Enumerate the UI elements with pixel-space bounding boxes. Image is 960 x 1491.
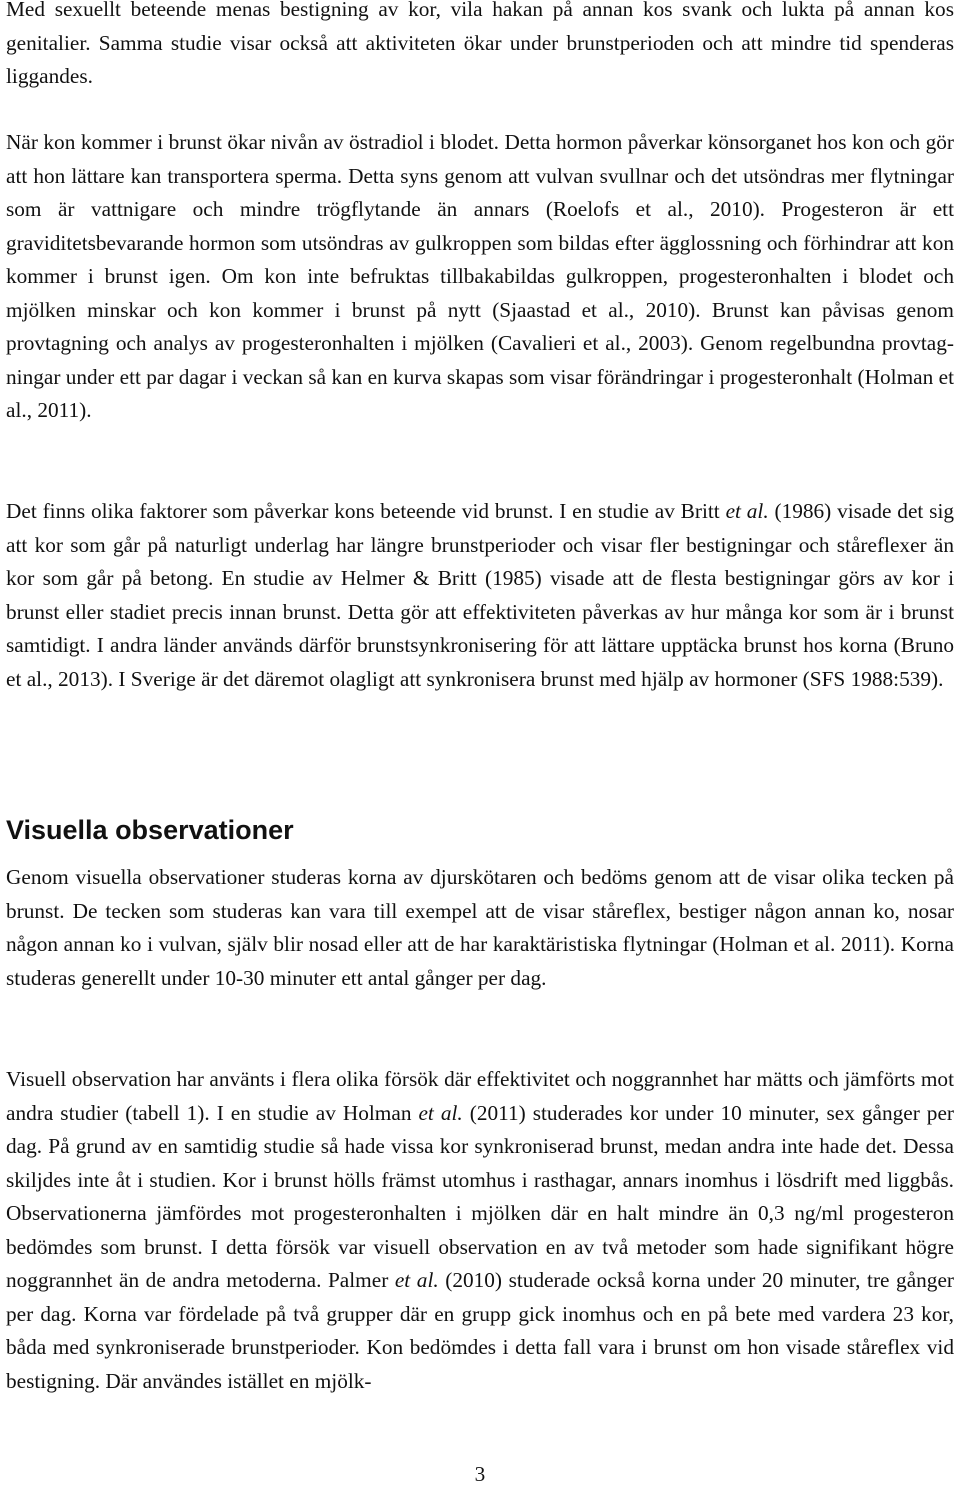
paragraph-text: (2011) studerades kor under 10 minuter, sex gånger per dag. På grund av en samtidig studie så hade vissa kor synkroniserad brunst, medan andra inte hade det. Dessa skiljdes inte åt i studien. Kor i brunst hölls främst utomhus i rasthagar, annars inomhus i lösdrift med liggbås. Observationerna jämfördes mot progesteronhalten i mjölken där en halt mindre än 0,3 ng/ml progesteron bedömdes som brunst. I detta försök var visuell observation en av två metoder som hade signifikant högre noggrannhet än de andra metoderna. Palmer [6,1100,954,1292]
page-number: 3 [474,1462,486,1486]
section-heading: Visuella observationer [6,815,294,845]
paragraph-brunst [6,126,954,428]
paragraph-text: Med sexuellt beteende menas bestigning av kor, vila hakan på annan kos svank och lukta på annan kos genitalier. Samma studie visar också att aktiviteten ökar under brunstperioden och att mindre tid spenderas liggandes. [6,0,954,88]
paragraph-faktorer [6,495,954,696]
document-page [6,0,954,1491]
italic-et-al: et al. [394,1268,439,1292]
paragraph-text: När kon kommer i brunst ökar nivån av östradiol i blodet. Detta hormon påverkar könsorganet hos kon och gör att hon lättare kan transportera sperma. Detta syns genom att vulvan svullnar och det utsöndras mer flytningar som är vattnigare och mindre trögflytande än annars (Roelofs et al., 2010). Progesteron är ett graviditetsbevarande hormon som utsöndras av gulkroppen som bildas efter ägglossning och förhindrar att kon kommer i brunst igen. Om kon inte befruktas tillbakabildas gulkroppen, progesteronhalten i blodet och mjölken minskar och kon kommer i brunst på nytt (Sjaastad et al., 2010). Brunst kan påvisas genom provtagning och analys av progesteronhalten i mjölken (Cavalieri et al., 2003). Genom regelbundna provtagningar under ett par dagar i veckan så kan en kurva skapas som visar förändringar i progesteronhalt (Holman et al., 2011). [6,130,954,422]
italic-et-al: et al. [418,1100,463,1125]
paragraph-text: Visuell observation har använts i flera olika försök där effektivitet och noggrannhet har mätts och jämförts mot andra studier (tabell 1). I en studie av Holman [6,1067,954,1125]
paragraph-visuell [6,1063,954,1398]
paragraph-text: Genom visuella observationer studeras korna av djurskötaren och bedöms genom att de visar olika tecken på brunst. De tecken som studeras kan vara till exempel att de visar ståreflex, bestiger någon annan ko, nosar någon annan ko i vulvan, själv blir nosad eller att de har karaktäristiska flytningar (Holman et al. 2011). Korna studeras generellt under 10-30 minuter ett antal gånger per dag. [6,865,954,990]
paragraph-observationer [6,861,954,995]
italic-et-al: et al. [725,499,769,523]
paragraph-intro [6,0,954,94]
paragraph-text: (1986) visade det sig att kor som går på naturligt underlag har längre brunstperioder och visar fler bestigningar och ståreflexer än kor som går på betong. En studie av Helmer & Britt (1985) visade att de flesta bestigningar görs av kor i brunst eller stadiet precis innan brunst. Detta gör att effektiviteten påverkas av hur många kor som är i brunst samtidigt. I andra länder används därför brunstsynkronisering för att lättare upptäcka brunst hos korna (Bruno et al., 2013). I Sverige är det däremot olagligt att synkronisera brunst med hjälp av hormoner (SFS 1988:539). [6,499,955,691]
paragraph-text: Det finns olika faktorer som påverkar kons beteende vid brunst. I en studie av Britt [6,499,726,523]
paragraph-text: (2010) studerade också korna under 20 minuter, tre gånger per dag. Korna var fördelade på två grupper där en grupp gick inomhus och en på bete med vardera 23 kor, båda med synkroniserade brunstperioder. Kon bedömdes i detta fall vara i brunst om hon visade ståreflex vid bestigning. Där användes istället en mjölk- [6,1268,955,1393]
